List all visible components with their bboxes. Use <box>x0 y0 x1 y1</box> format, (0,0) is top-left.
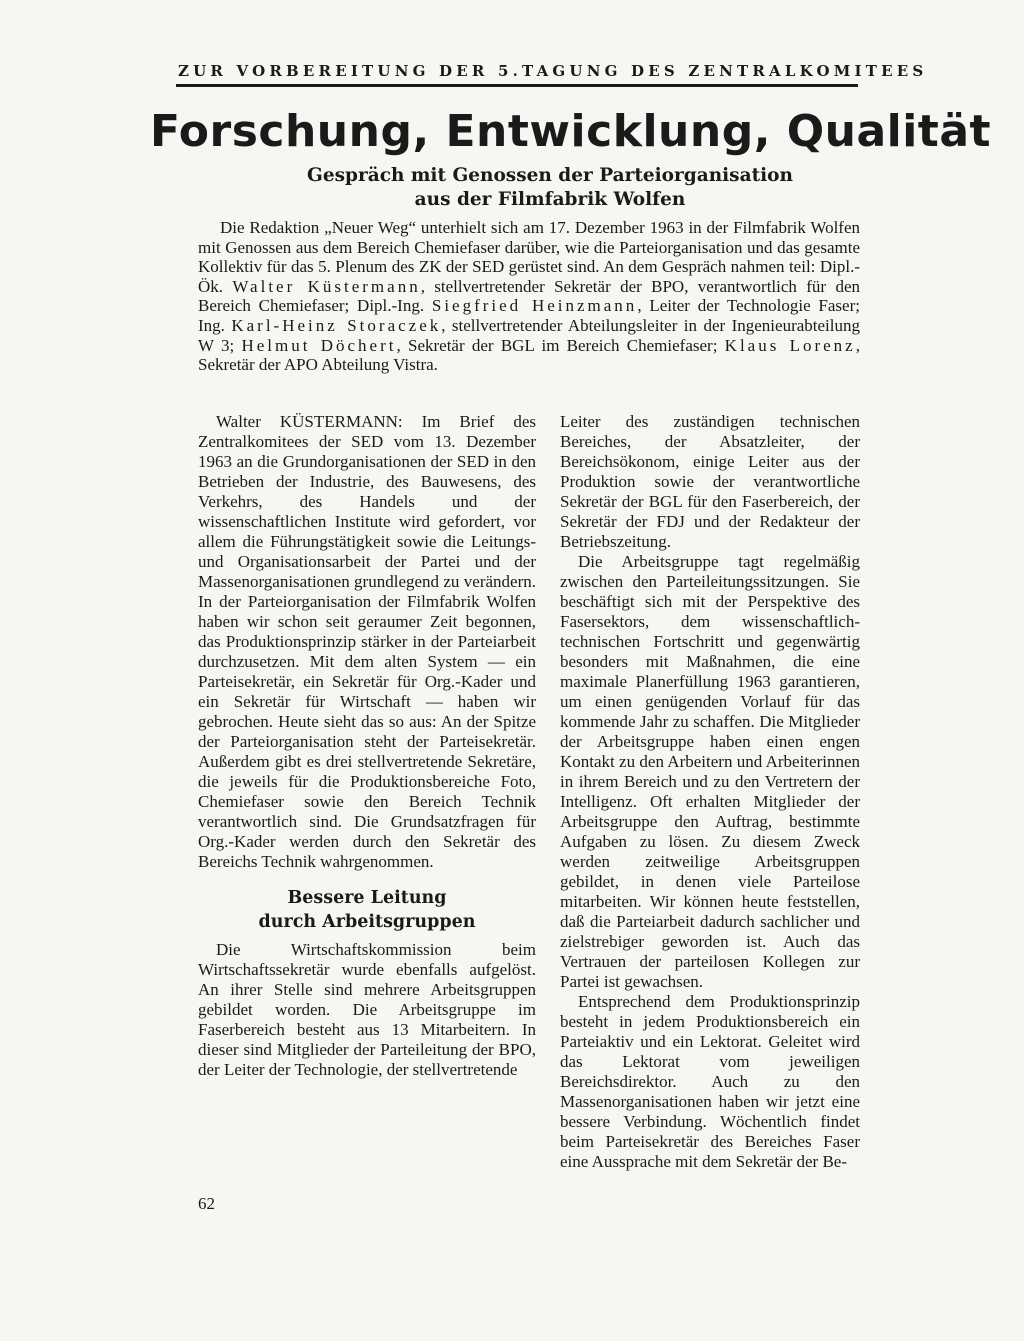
participant-name: Karl-Heinz Storaczek <box>231 315 442 335</box>
section-heading-line-1: Bessere Leitung <box>287 888 447 908</box>
intro-text-2: , stellvertretender Sekretär der BPO, verantwortlich für den Bereich Chemiefaser; Dipl.-Ing. <box>198 276 860 316</box>
intro-paragraph <box>198 218 860 375</box>
body-paragraph: Leiter des zuständigen technischen Bereiches, der Absatzleiter, der Bereichsökonom, einige Leiter aus der Produktion sowie der verantwortliche Sekretär der BGL für den Faserbereich, der Sekretär der FDJ und der Redakteur der Betriebszeitung. <box>560 412 860 551</box>
participant-name: Klaus Lorenz <box>724 335 856 355</box>
body-paragraph: Entsprechend dem Produktionsprinzip besteht in jedem Produktionsbereich ein Parteiaktiv und ein Lektorat. Geleitet wird das Lektorat vom jeweiligen Bereichsdirektor. Auch zu den Massenorganisationen haben wir jetzt eine bessere Verbindung. Wöchentlich findet beim Parteisekretär des Bereiches Faser eine Aussprache mit dem Sekretär der Be- <box>560 992 860 1171</box>
intro-text-5: , Sekretär der BGL im Bereich Chemiefaser; <box>396 335 725 355</box>
left-column <box>198 412 536 1080</box>
right-column <box>560 412 860 1172</box>
kicker-heading: ZUR VORBEREITUNG DER 5.TAGUNG DES ZENTRALKOMITEES <box>178 62 928 80</box>
intro-text-6: , Sekretär der APO Abteilung Vistra. <box>198 335 860 375</box>
body-paragraph: Walter KÜSTERMANN: Im Brief des Zentralkomitees der SED vom 13. Dezember 1963 an die Grundorganisationen der SED in den Betrieben der Industrie, des Bauwesens, des Verkehrs, des Handels und der wissenschaftlichen Institute wird gefordert, vor allem die Führungstätigkeit sowie die Leitungs- und Organisationsarbeit der Partei und der Massenorganisationen grundlegend zu verändern. In der Parteiorganisation der Filmfabrik Wolfen haben wir schon seit geraumer Zeit begonnen, das Produktionsprinzip stärker in der Parteiarbeit durchzusetzen. Mit dem alten System — ein Parteisekretär, ein Sekretär für Org.-Kader und ein Sekretär für Wirtschaft — haben wir gebrochen. Heute sieht das so aus: An der Spitze der Parteiorganisation steht der Parteisekretär. Außerdem gibt es drei stellvertretende Sekretäre, die jeweils für die Produktionsbereiche Foto, Chemiefaser sowie den Bereich Technik verantwortlich sind. Die Grundsatzfragen für Org.-Kader werden durch den Sekretär des Bereichs Technik wahrgenommen. <box>198 412 536 871</box>
kicker-rule <box>176 84 858 87</box>
subtitle-line-1: Gespräch mit Genossen der Parteiorganisation <box>307 165 793 186</box>
article-headline: Forschung, Entwicklung, Qualität <box>150 106 992 157</box>
section-heading-line-2: durch Arbeitsgruppen <box>258 912 476 932</box>
intro-text-1: Die Redaktion „Neuer Weg“ unterhielt sich am 17. Dezember 1963 in der Filmfabrik Wolfen mit Genossen aus dem Bereich Chemiefaser darüber, wie die Parteiorganisation und das gesamte Kollektiv für das 5. Plenum des ZK der SED gerüstet sind. An dem Gespräch nahmen teil: Dipl.-Ök. <box>198 218 860 296</box>
participant-name: Siegfried Heinzmann <box>431 296 638 316</box>
participant-name: Walter Küstermann <box>232 276 421 296</box>
intro-text-3: , Leiter der Technologie Faser; Ing. <box>198 296 860 335</box>
page-number: 62 <box>198 1194 215 1213</box>
section-heading <box>198 886 536 934</box>
subtitle-line-2: aus der Filmfabrik Wolfen <box>414 189 686 210</box>
article-subtitle <box>200 164 900 212</box>
body-paragraph: Die Arbeitsgruppe tagt regelmäßig zwischen den Parteileitungssitzungen. Sie beschäftigt sich mit der Perspektive des Fasersektors, dem wissenschaftlich-technischen Fortschritt und gegenwärtig besonders mit Maßnahmen, die eine maximale Planerfüllung 1963 garantieren, um einen genügenden Vorlauf für das kommende Jahr zu schaffen. Die Mitglieder der Arbeitsgruppe haben einen engen Kontakt zu den Arbeitern und Arbeiterinnen in ihrem Bereich und zu den Vertretern der Intelligenz. Oft erhalten Mitglieder der Arbeitsgruppe den Auftrag, bestimmte Aufgaben zu lösen. Zu diesem Zweck werden zeitweilige Arbeitsgruppen gebildet, in denen viele Parteilose mitarbeiten. Wir können heute feststellen, daß die Parteiarbeit dadurch sachlicher und zielstrebiger geworden ist. Auch das Vertrauen der parteilosen Kollegen zur Partei ist gewachsen. <box>560 552 860 991</box>
participant-name: Helmut Döchert <box>241 335 397 355</box>
body-paragraph: Die Wirtschaftskommission beim Wirtschaftssekretär wurde ebenfalls aufgelöst. An ihrer Stelle sind mehrere Arbeitsgruppen gebildet worden. Die Arbeitsgruppe im Faserbereich besteht aus 13 Mitarbeitern. In dieser sind Mitglieder der Parteileitung der BPO, der Leiter der Technologie, der stellvertretende <box>198 940 536 1079</box>
intro-text-4: , stellvertretender Abteilungsleiter in der Ingenieurabteilung W 3; <box>198 315 860 355</box>
